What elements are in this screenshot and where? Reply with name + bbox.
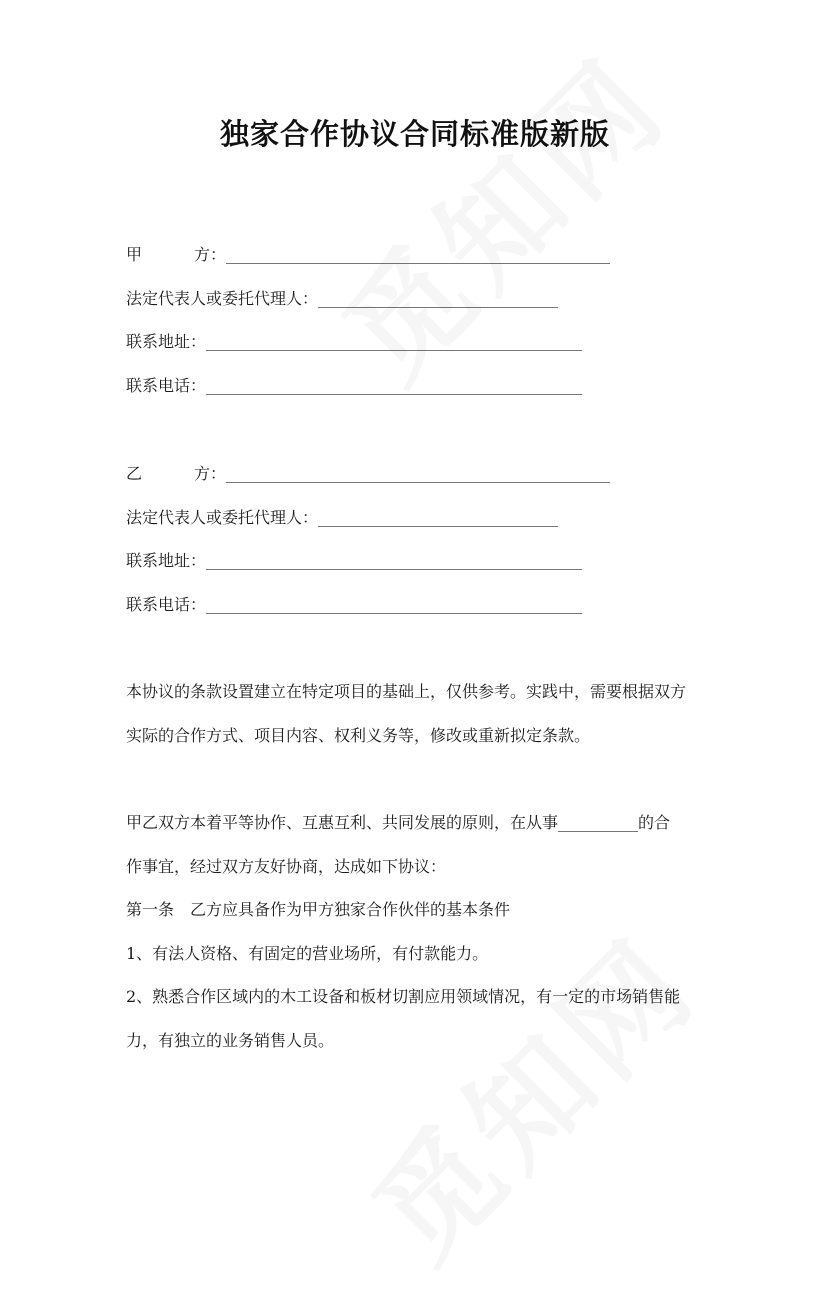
article-1-item-2-cont: 力，有独立的业务销售人员。 <box>126 1031 335 1050</box>
party-a-line <box>126 244 610 266</box>
intro-paragraph-line: 作事宜，经过双方友好协商，达成如下协议： <box>126 857 447 876</box>
party-a-name-field[interactable]: ________________________________________________ <box>226 245 611 264</box>
party-b-line <box>126 463 610 485</box>
note-paragraph-line: 本协议的条款设置建立在特定项目的基础上，仅供参考。实践中，需要根据双方 <box>126 682 687 701</box>
party-a-suffix: 方： <box>194 245 227 264</box>
party-b-phone-field[interactable]: 联系电话：_______________________________________________ <box>126 595 583 614</box>
party-b-rep-field[interactable]: 法定代表人或委托代理人：______________________________ <box>126 508 559 527</box>
page-title: 独家合作协议合同标准版新版 <box>219 117 610 151</box>
intro-paragraph-line: 甲乙双方本着平等协作、互惠互利、共同发展的原则，在从事__________的合 <box>126 813 671 832</box>
article-1-heading: 第一条 乙方应具备作为甲方独家合作伙伴的基本条件 <box>126 900 511 919</box>
party-b-address-field[interactable]: 联系地址：_______________________________________________ <box>126 551 583 570</box>
article-1-item-1: 1、有法人资格、有固定的营业场所，有付款能力。 <box>126 944 489 963</box>
article-1-item-2: 2、熟悉合作区域内的木工设备和板材切割应用领域情况，有一定的市场销售能 <box>126 987 681 1006</box>
party-b-label: 乙 <box>126 464 143 483</box>
party-b-suffix: 方： <box>194 464 227 483</box>
party-a-rep-field[interactable]: 法定代表人或委托代理人：______________________________ <box>126 289 559 308</box>
party-a-label: 甲 <box>126 245 143 264</box>
party-b-name-field[interactable]: ________________________________________________ <box>226 464 611 483</box>
party-a-address-field[interactable]: 联系地址：_______________________________________________ <box>126 332 583 351</box>
note-paragraph-line: 实际的合作方式、项目内容、权利义务等，修改或重新拟定条款。 <box>126 726 591 745</box>
party-a-phone-field[interactable]: 联系电话：_______________________________________________ <box>126 376 583 395</box>
